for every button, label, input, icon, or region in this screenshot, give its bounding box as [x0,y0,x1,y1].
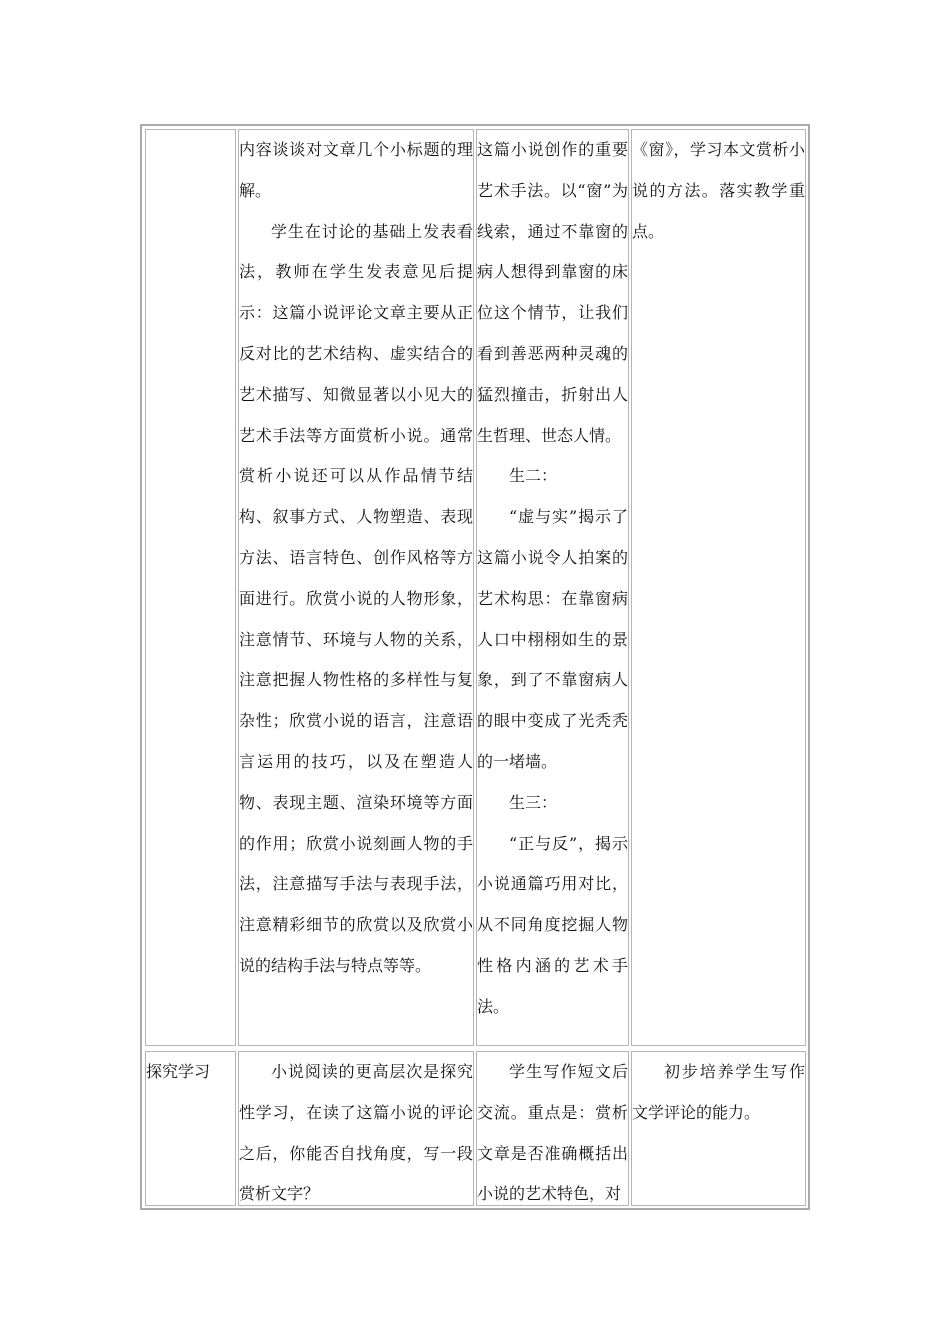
row2-purpose-text: 初步培养学生写作文学评论的能力。 [632,1062,805,1122]
row1-activity-para4: 生三： [509,792,558,812]
row1-activity-para5: “正与反”，揭示小说通篇巧用对比，从不同角度挖掘人物性格内涵的艺术手法。 [477,833,628,1016]
row1-activity-para2: 生二： [509,466,558,486]
row2-stage-text: 探究学习 [146,1062,211,1081]
row2-stage-cell [145,1051,236,1206]
row2-activity-text: 学生写作短文后交流。重点是：赏析文章是否准确概括出小说的艺术特色，对 [477,1062,628,1204]
row1-stage-cell [145,129,236,1046]
row1-content-para2: 学生在讨论的基础上发表看法，教师在学生发表意见后提示：这篇小说评论文章主要从正反对比的艺术结构、虚实结合的艺术描写、知微显著以小见大的艺术手法等方面赏析小说。通常赏析小说还可以从作品情节结构、叙事方式、人物塑造、表现方法、语言特色、创作风格等方面进行。欣赏小说的人物形象，注意情节、环境与人物的关系，注意把握人物性格的多样性与复杂性；欣赏小说的语言，注意语言运用的技巧，以及在塑造人物、表现主题、渲染环境等方面的作用；欣赏小说刻画人物的手法，注意描写手法与表现手法，注意精彩细节的欣赏以及欣赏小说的结构手法与特点等等。 [239,221,473,975]
row2-activity-cell [476,1051,629,1206]
row1-purpose-cell [631,129,806,1046]
row2-content-cell [238,1051,474,1206]
row1-activity-cell [476,129,629,1046]
row2-purpose-cell [631,1051,806,1206]
row1-content-cell [238,129,474,1046]
row2-content-text: 小说阅读的更高层次是探究性学习，在读了这篇小说的评论之后，你能否自找角度，写一段赏析文字？ [239,1062,473,1204]
row1-activity-para1: 这篇小说创作的重要艺术手法。以“窗”为线索，通过不靠窗的病人想得到靠窗的床位这个情节，让我们看到善恶两种灵魂的猛烈撞击，折射出人生哲理、世态人情。 [477,140,628,445]
row1-content-para1: 内容谈谈对文章几个小标题的理解。 [239,140,473,200]
row1-activity-para3: “虚与实”揭示了这篇小说令人拍案的艺术构思：在靠窗病人口中栩栩如生的景象，到了不靠窗病人的眼中变成了光秃秃的一堵墙。 [477,507,628,771]
row1-purpose-text: 《窗》，学习本文赏析小说的方法。落实教学重点。 [632,140,805,241]
lesson-plan-table [140,124,810,1210]
